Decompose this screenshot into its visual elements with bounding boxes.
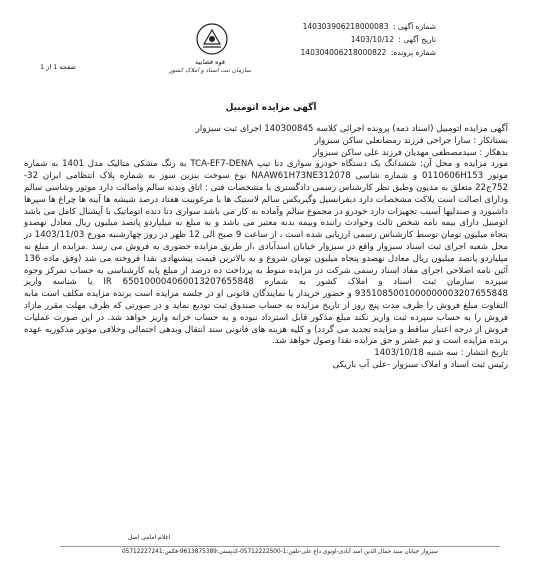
file-number-row: [299, 46, 436, 59]
stamp-text: اعلام امامی اصل: [128, 534, 171, 541]
signatory: رئیس ثبت اسناد و املاک سبزوار -علی آب باریکی: [332, 359, 508, 370]
notice-meta: [299, 20, 436, 59]
creditor-line: بستانکار : سارا جراحی فرزند رمضانعلی ساکن سبزوار: [314, 135, 508, 146]
body-heading: آگهی مزایده اتومبیل (اسناد ذمه) پرونده اجرائی کلاسه 140300845 اجرای ثبت سبزوار: [195, 124, 508, 134]
notice-body: [24, 124, 508, 372]
notice-number-row: [299, 20, 436, 33]
notice-date: 1403/10/12: [350, 35, 395, 44]
notice-number-label: شماره آگهی :: [392, 22, 436, 31]
notice-date-label: تاریخ آگهی :: [398, 35, 436, 44]
page-title: آگهی مزایده اتومبیل: [225, 103, 317, 113]
debtor-line: بدهکار : سیدمصطفی مهدیان فرزند علی ساکن سبزوار: [313, 147, 508, 158]
file-number: 140304006218000822: [300, 48, 387, 57]
publish-date: تاریخ انتشار : سه شنبه 1403/10/18: [374, 348, 508, 359]
footer-divider: [60, 546, 500, 547]
judiciary-seal-icon: [195, 22, 229, 56]
ministry-name: قوه قضاییه: [195, 58, 225, 66]
registry-name: سازمان ثبت اسناد و املاک کشور: [168, 67, 252, 74]
notice-date-row: [299, 33, 436, 46]
footer-address: سبزوار خیابان سید جمال الدین اسد آبادی-اوبوی داغ علی-تلفن:1-05712222500-کدپستی:9613875389-فکس:05712227241: [121, 549, 439, 555]
auction-details: مورد مزایده و محل آن: ششدانگ یک دستگاه خودرو سواری دنا تیپ TCA-EF7-DENA به رنگ مشکی متالیک مدل 1401 به شماره موتور 0110606H153 و شماره شاسی NAAW61H73NE312078 نوع سوخت بنزین سوز به شماره پلاک انتظامی ایران 32-752ج22 متعلق به مدیون وطبق نظر کارشناس رسمی دادگستری با مشخصات فنی : اتاق وبدنه سالم واصالت دارد موتور وشاسی سالم ودارای اصالت است پلاکت مشخصات دارد دیفرانسیل وگیربکس سالم لاستیک ها با مرغوبیت هفتاد درصد شیشه ها آینه ها چراغ ها سپرها داشبورد و صندلیها آسیب تجهیزات دارد خودرو در مجموع سالم وآماده به کار می باشد سواری دنا دنده اتوماتیک با آپشنال کامل می باشد اتومبیل دارای بیمه نامه شخص ثالث وحوادث راننده وبیمه بدنه معتبر می باشد و به مبلغ نه میلیاردو پانصد میلیون ریال معادل نهصدو پنجاه میلیون تومان توسط کارشناس رسمی ارزیابی شده است ، از ساعت 9 صبح الی 12 ظهر در روز چهارشنبه مورخ 1403/11/03 در محل شعبه اجرای ثبت اسناد سبزوار واقع در سبزوار خیابان اسدآبادی ،از طریق مزایده حضوری به فروش می رسد .مزایده از مبلغ نه میلیاردو پانصد میلیون ریال معادل نهصدو پنجاه میلیون تومان شروع و به بالاترین قیمت پیشنهادی نقدا فروخته می شد (وفق ماده 136 آئین نامه اصلاحی اجرای مفاد اسناد رسمی شرکت در مزایده منوط به پرداخت ده درصد از مبلغ پایه کارشناسی به حساب تمرکز وجوه سپرده سازمان ثبت اسناد و املاک کشور به شماره IR 650100004060013207655848 یا شناسه واریز 9351085001000000003207655848 و حضور خریدار یا نمایندگان قانونی او در جلسه مزایده است برنده مزایده مکلف است مابه التفاوت مبلغ فروش را ظرف مدت پنج روز از تاریخ مزایده به حساب صندوق ثبت تودیع نماید و در صورتی که ظرف مهلت مقرر مازاد فروش را به حساب سپرده ثبت واریز نکند مبلغ مذکور قابل استرداد نبوده و به حساب خزانه واریز خواهد شد. در این صورت عملیات فروش از درجه اعتبار ساقط و مزایده تجدید می گردد) و کلیه هزینه های قانونی سند انتقال وبدهی احتمالی وخلافی موتور مذکوربه عهده برنده مزایده است و نیم عشر و حق مزایده نقدا وصول خواهد شد.: [24, 159, 509, 347]
file-number-label: شماره پرونده:: [390, 48, 436, 57]
page-number: صفحه 1 از 1: [40, 63, 76, 71]
notice-number: 140303906218000083: [302, 22, 389, 31]
